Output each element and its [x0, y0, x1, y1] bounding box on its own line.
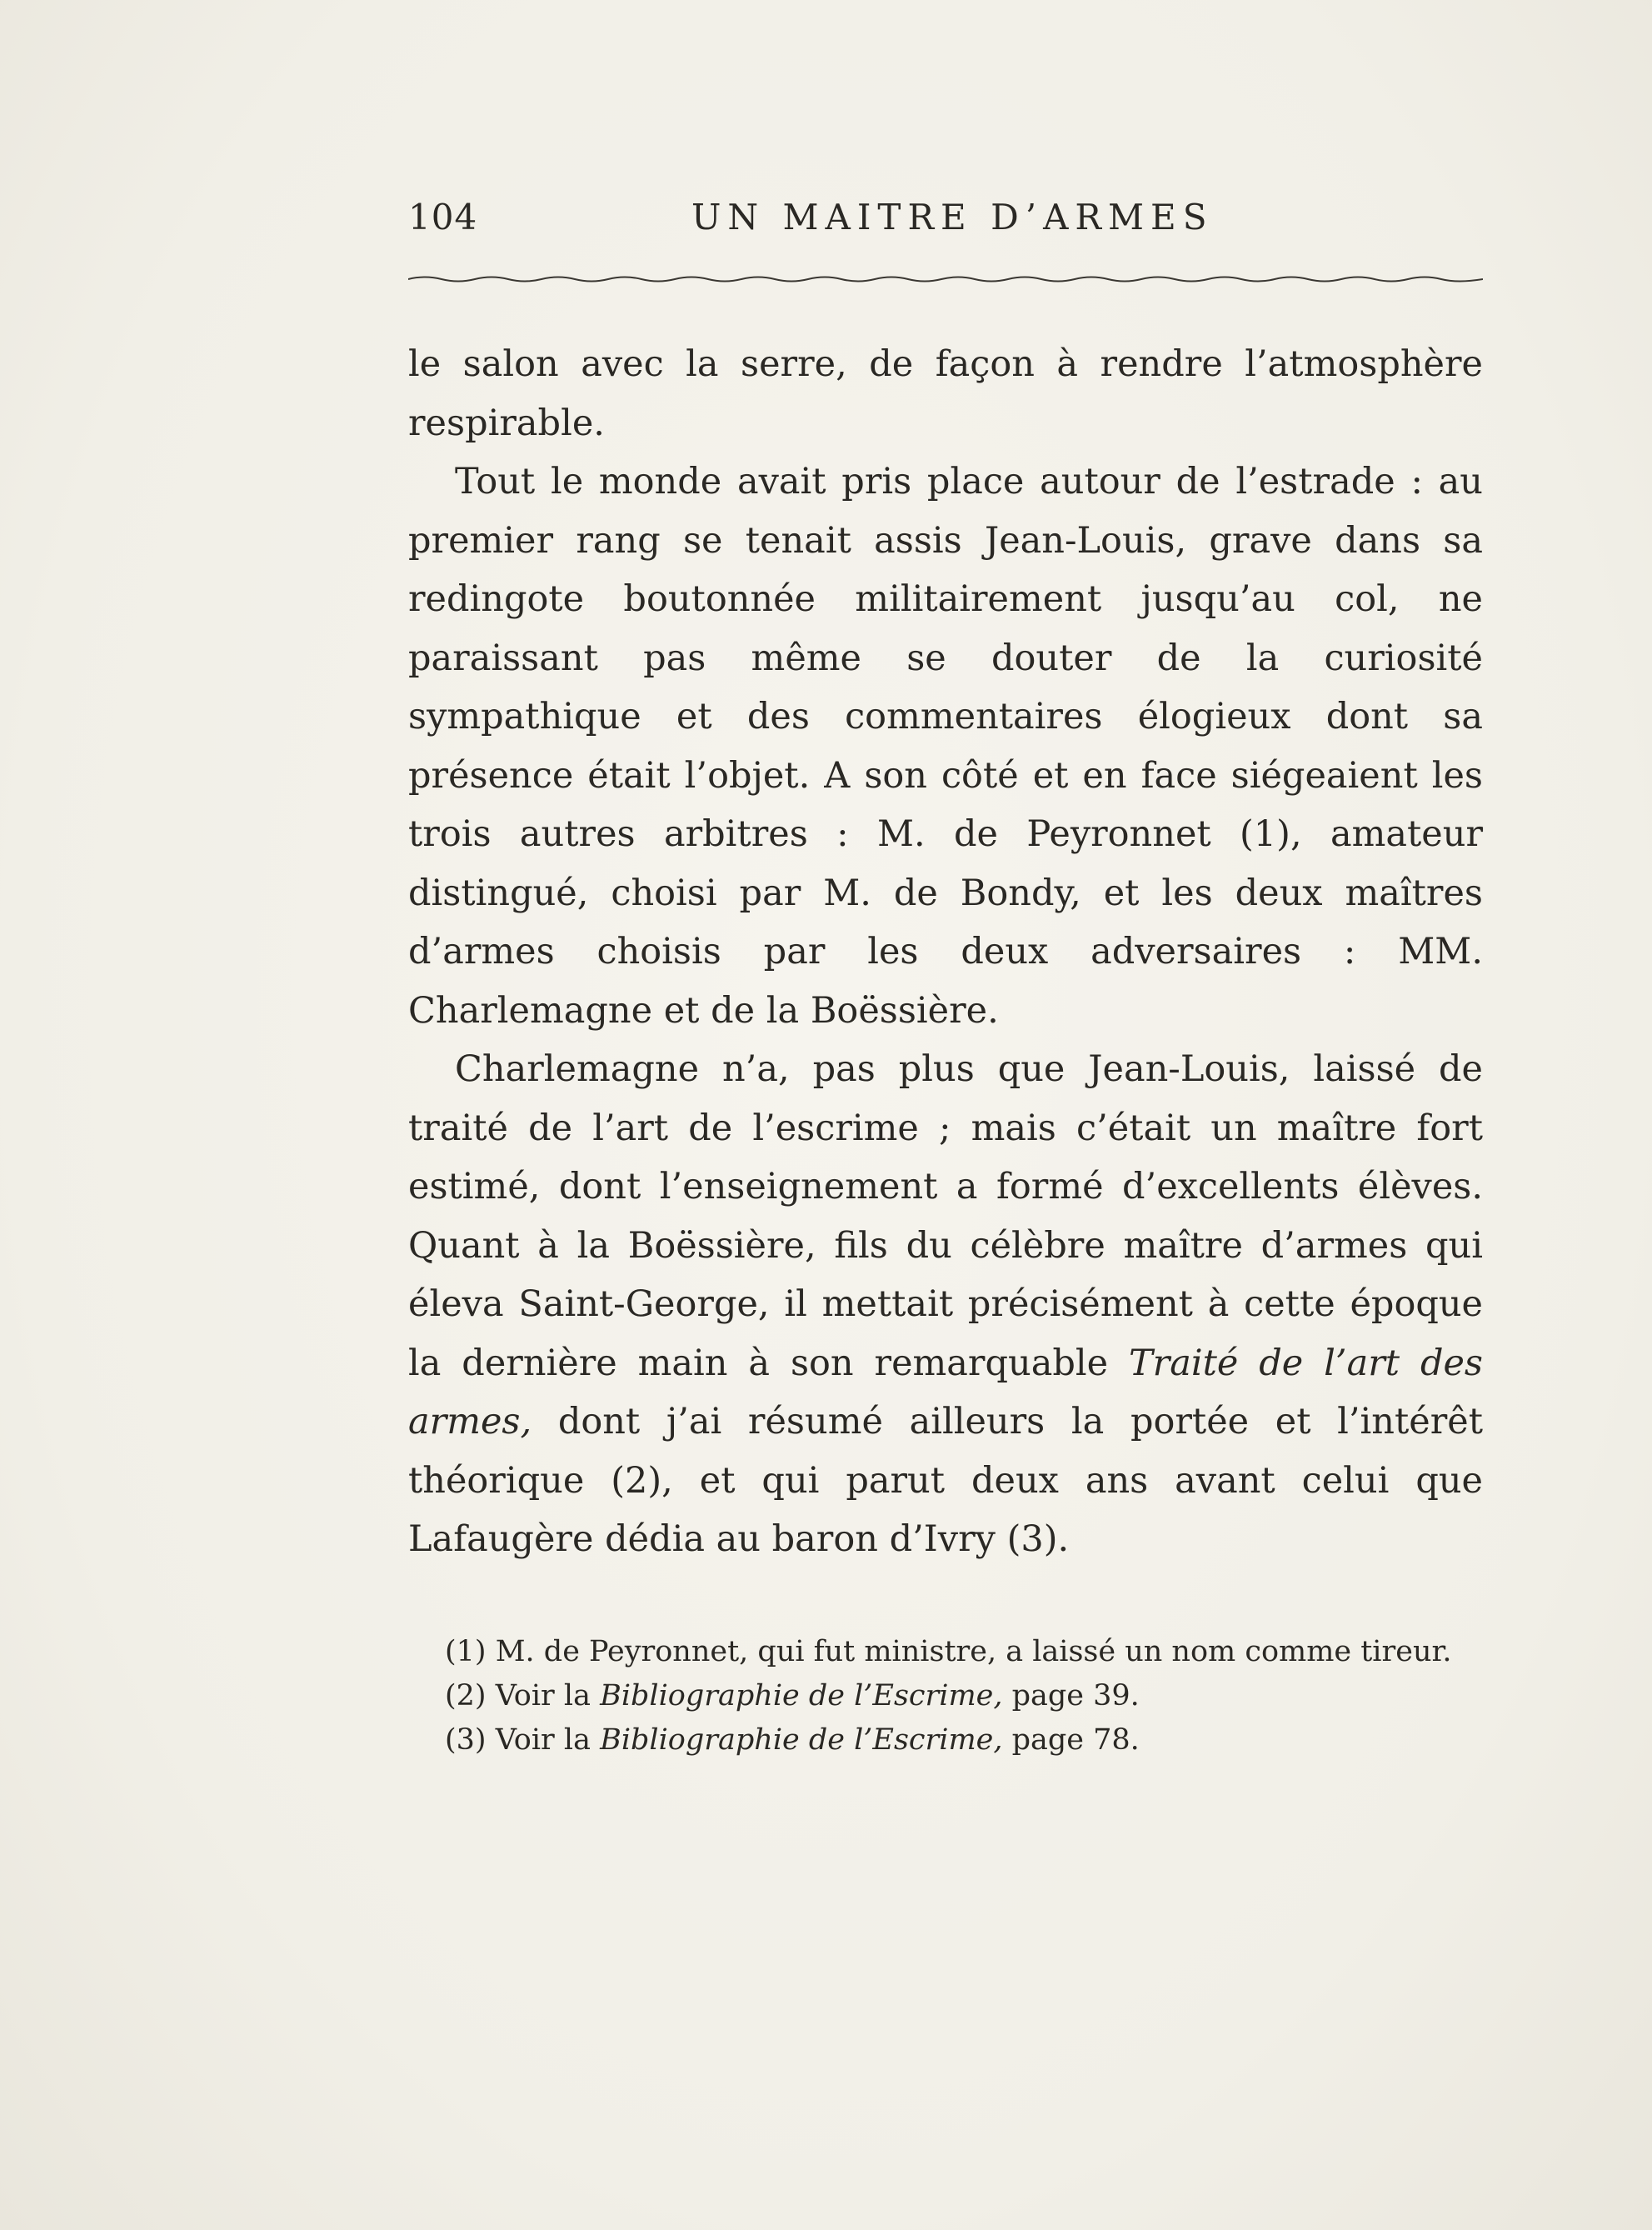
body-text: [408, 335, 1483, 1569]
footnote-2-prefix: (2) Voir la: [445, 1679, 591, 1712]
paragraph-1: le salon avec la serre, de façon à rendre l’atmosphère respirable.: [408, 343, 1483, 444]
footnote-1: (1) M. de Peyronnet, qui fut ministre, a laissé un nom comme tireur.: [445, 1635, 1452, 1668]
running-title: UN MAITRE D’ARMES: [691, 197, 1214, 238]
footnote-2: [408, 1679, 1483, 1713]
paragraph-3: [408, 1040, 1483, 1569]
footnote-2-title: Bibliographie de l’Escrime,: [600, 1679, 1003, 1712]
paragraph-3-start: Charlemagne n’a, pas plus que Jean-Louis, laissé de traité de l’art de l’escrime ; mais c’était un maître fort estimé, dont l’enseignement a formé d’excellents élèves. Quant à la Boëssière, fils du célèbre maître d’armes qui éleva Saint-George, il mettait précisément à cette époque la dernière main à son remarquable: [408, 1048, 1483, 1384]
paragraph-3-end: dont j’ai résumé ailleurs la portée et l’intérêt théorique (2), et qui parut deux ans avant celui que Lafaugère dédia au baron d’Ivry (3).: [408, 1401, 1484, 1560]
paragraph-2: Tout le monde avait pris place autour de l’estrade : au premier rang se tenait assis Jean-Louis, grave dans sa redingote boutonnée militairement jusqu’au col, ne paraissant pas même se douter de la curiosité sympathique et des commentaires élogieux dont sa présence était l’objet. A son côté et en face siégeaient les trois autres arbitres : M. de Peyronnet (1), amateur distingué, choisi par M. de Bondy, et les deux maîtres d’armes choisis par les deux adversaires : MM. Charlemagne et de la Boëssière.: [408, 461, 1483, 1032]
footnote-2-suffix: page 39.: [1011, 1679, 1140, 1712]
book-title-traite: Traité de l’art des armes,: [408, 1342, 1483, 1442]
footnote-3: [408, 1723, 1483, 1758]
footnotes: [408, 1635, 1483, 1768]
footnote-3-suffix: page 78.: [1011, 1723, 1140, 1757]
footnote-3-title: Bibliographie de l’Escrime,: [600, 1723, 1003, 1757]
running-head: [408, 197, 1483, 247]
decorative-wavy-rule: [408, 273, 1483, 285]
footnote-3-prefix: (3) Voir la: [445, 1723, 591, 1757]
page-number: 104: [408, 197, 478, 238]
